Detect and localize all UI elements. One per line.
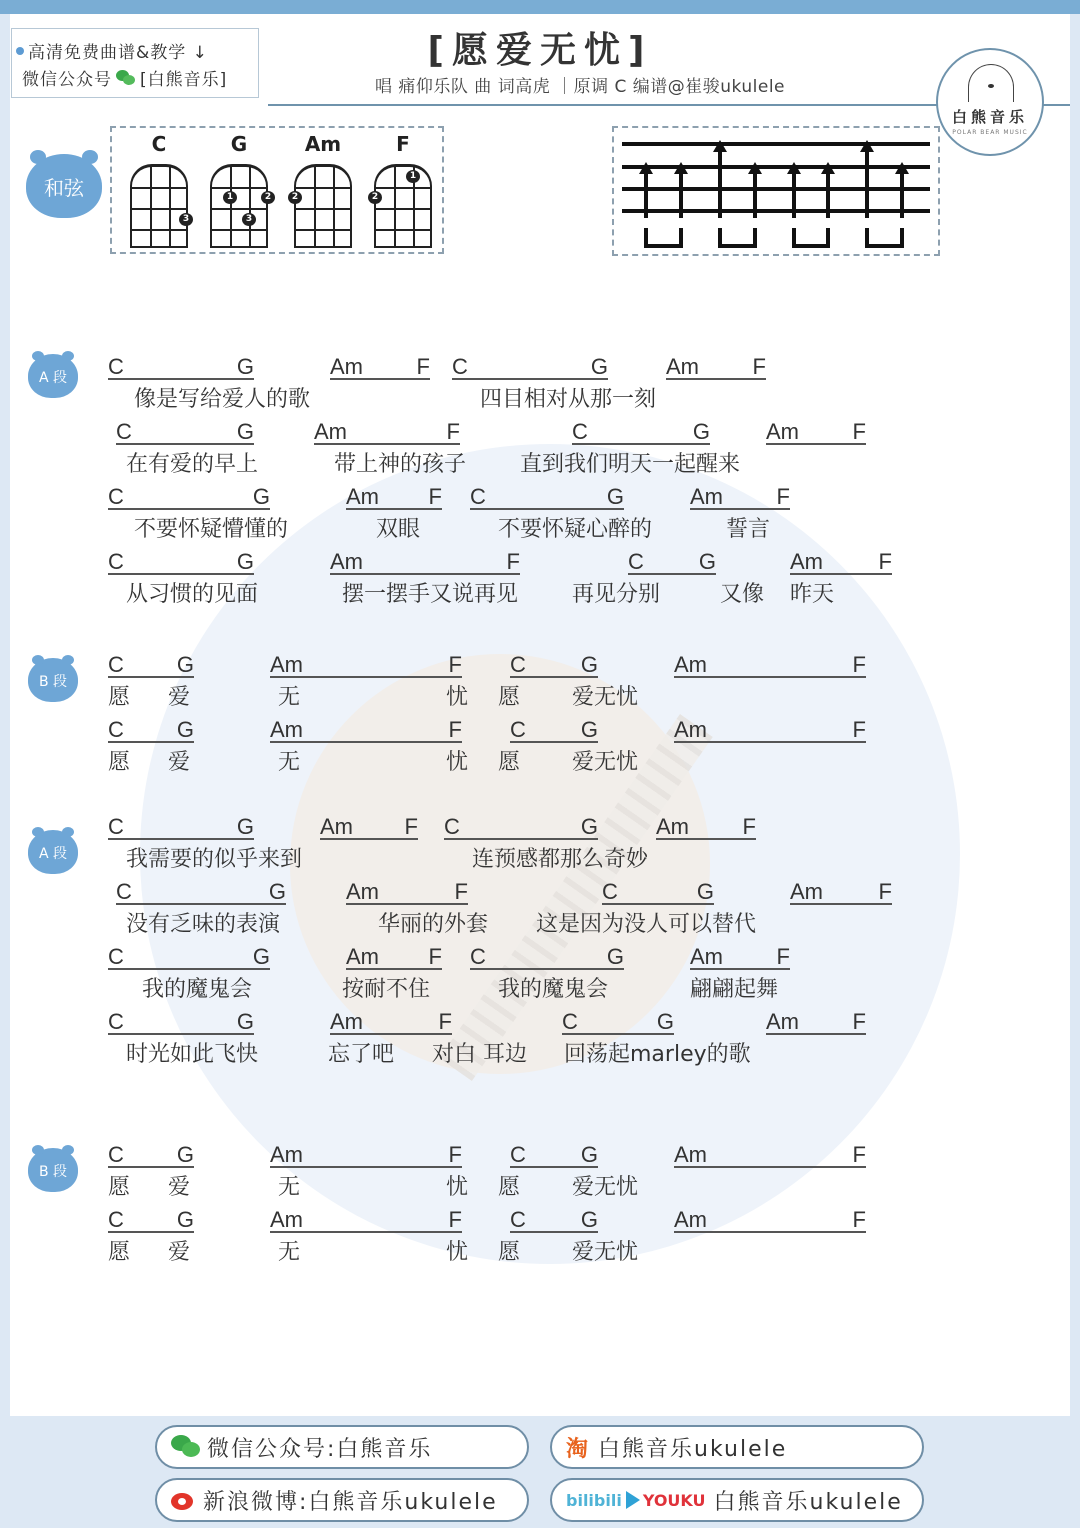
bilibili-icon: bilibili	[566, 1490, 622, 1510]
footer-video-label: 白熊音乐ukulele	[713, 1489, 903, 1515]
youku-play-icon	[626, 1491, 640, 1509]
strum-pattern-diagram	[614, 128, 938, 254]
chord-segment: C G	[562, 1009, 674, 1034]
chord-name: Am	[304, 132, 342, 156]
promo-line-2-prefix: 微信公众号	[22, 70, 112, 90]
chord-segment: C G	[108, 1009, 254, 1034]
chord-segment: C G	[108, 354, 254, 379]
chord-segment: Am F	[766, 419, 866, 444]
chord-segment: Am F	[656, 814, 756, 839]
chord-segment: Am F	[690, 484, 790, 509]
footer-taobao-label: 白熊音乐ukulele	[598, 1436, 788, 1462]
chord-name: C	[151, 132, 167, 156]
finger-dot: 1	[406, 170, 420, 183]
chord-segment: C G	[108, 1207, 194, 1232]
logo-english: POLAR BEAR MUSIC	[952, 129, 1028, 136]
footer-taobao-link[interactable]	[550, 1425, 924, 1469]
chord-segment: Am F	[766, 1009, 866, 1034]
chord-segment: C G	[108, 1142, 194, 1167]
footer-wechat-link[interactable]	[155, 1425, 529, 1469]
strum-pattern	[612, 126, 940, 256]
section-badge-a: A 段	[28, 830, 78, 874]
chord-segment: Am F	[320, 814, 418, 839]
chord-segment: C G	[510, 1207, 598, 1232]
promo-line-1: 高清免费曲谱&教学 ↓	[28, 43, 208, 63]
chord-segment: Am F	[690, 944, 790, 969]
song-sheet: 高清免费曲谱&教学 ↓ 微信公众号 [白熊音乐] [愿爱无忧] 唱 痛仰乐队 曲 词高虎 ｜原调 C 编谱@崔骏ukulele 白熊音乐 POLAR BEAR MUSIC 和弦 C 3 G 1 2 3 Am 2 F 1 2 A 段 C G Am F C G Am F 像是写给爱人的歌 四目相对从那一刻 C G Am F C G Am F 在有爱的早上 带上神的孩子 直到我们明天一起醒来 C G Am F C G Am F 不要怀疑懵懂的 双眼 不要怀疑心醉的 誓言 C G Am F C G Am F 从习惯的见面 摆一摆手又说再见 再见分别 又像 昨天 B 段 C G Am F C G Am F 愿 爱 无 忧 愿 爱无忧 C G Am F C G Am F 愿 爱 无 忧 愿 爱无忧 A 段 C G Am F C G Am F 我需要的似乎来到 连预感都那么奇妙 C G Am F C G Am F 没有乏味的表演 华丽的外套 这是因为没人可以替代 C G Am F C G Am F 我的魔鬼会 按耐不住 我的魔鬼会 翩翩起舞 C G Am F C G Am F 时光如此飞快 忘了吧 对白 耳边 回荡起marley的歌 B 段 C G Am F C G Am F 愿 爱 无 忧 愿 爱无忧 C G Am F C G Am F 愿 爱 无 忧 愿 爱无忧	[10, 14, 1070, 1416]
section-badge-a: A 段	[28, 354, 78, 398]
chord-segment: Am F	[346, 944, 442, 969]
chord-segment: Am F	[330, 354, 430, 379]
footer-video-link[interactable]	[550, 1478, 924, 1522]
chord-segment: C G	[572, 419, 710, 444]
chord-segment: C G	[108, 814, 254, 839]
chord-segment: C G	[108, 484, 270, 509]
chord-segment: C G	[108, 944, 270, 969]
chord-segment: Am F	[314, 419, 460, 444]
weibo-icon	[171, 1488, 199, 1512]
finger-dot: 2	[288, 191, 302, 204]
chords-badge: 和弦	[26, 154, 102, 218]
chord-segment: C G	[452, 354, 608, 379]
chord-segment: Am F	[674, 652, 866, 677]
song-title: [愿爱无忧]	[427, 30, 653, 71]
chord-segment: Am F	[270, 1207, 462, 1232]
fretboard	[371, 164, 432, 248]
chord-segment: C G	[510, 717, 598, 742]
chord-segment: C G	[116, 419, 254, 444]
chord-segment: Am F	[674, 1142, 866, 1167]
chord-segment: Am F	[790, 879, 892, 904]
chord-segment: Am F	[330, 1009, 452, 1034]
song-credits: 唱 痛仰乐队 曲 词高虎 ｜原调 C 编谱@崔骏ukulele	[374, 77, 786, 97]
footer-wechat-label: 微信公众号:白熊音乐	[207, 1436, 433, 1462]
chord-segment: C G	[470, 484, 624, 509]
chord-diagram-c	[126, 132, 192, 248]
finger-dot: 3	[179, 213, 193, 226]
fretboard	[210, 164, 272, 248]
taobao-icon: 淘	[566, 1436, 591, 1462]
chord-segment: Am F	[330, 549, 520, 574]
chord-segment: Am F	[346, 484, 442, 509]
chord-segment: C G	[470, 944, 624, 969]
fretboard	[130, 164, 188, 248]
chord-diagrams	[110, 126, 444, 254]
brand-logo	[936, 48, 1044, 156]
chord-segment: Am F	[270, 1142, 462, 1167]
footer-weibo-label: 新浪微博:白熊音乐ukulele	[203, 1489, 498, 1515]
chord-segment: Am F	[674, 1207, 866, 1232]
chord-diagram-am	[290, 132, 356, 248]
section-badge-b: B 段	[28, 1148, 78, 1192]
youku-icon: YOUKU	[642, 1490, 706, 1510]
chord-segment: C G	[444, 814, 598, 839]
chord-segment: Am F	[674, 717, 866, 742]
chord-segment: C G	[628, 549, 716, 574]
bear-nose	[988, 84, 994, 88]
section-badge-b: B 段	[28, 658, 78, 702]
chord-segment: C G	[116, 879, 286, 904]
finger-dot: 1	[223, 191, 237, 204]
finger-dot: 3	[242, 213, 256, 226]
finger-dot: 2	[368, 191, 382, 204]
promo-line-2-suffix: [白熊音乐]	[140, 70, 228, 90]
logo-name: 白熊音乐	[951, 108, 1028, 126]
footer-weibo-link[interactable]	[155, 1478, 529, 1522]
chord-segment: C G	[602, 879, 714, 904]
finger-dot: 2	[261, 191, 275, 204]
wechat-icon	[171, 1435, 201, 1459]
chord-diagram-g	[206, 132, 272, 248]
fretboard	[291, 164, 352, 248]
chord-segment: Am F	[790, 549, 892, 574]
chord-diagram-f	[370, 132, 436, 248]
top-bar	[0, 0, 1080, 14]
chord-segment: C G	[108, 717, 194, 742]
chord-segment: C G	[510, 1142, 598, 1167]
chord-name: F	[396, 132, 410, 156]
chord-segment: Am F	[666, 354, 766, 379]
chord-segment: Am F	[346, 879, 468, 904]
chord-name: G	[230, 132, 248, 156]
chord-segment: Am F	[270, 652, 462, 677]
chord-segment: C G	[108, 652, 194, 677]
polar-bear-icon	[968, 64, 1014, 102]
chord-segment: Am F	[270, 717, 462, 742]
chord-segment: C G	[108, 549, 254, 574]
chord-segment: C G	[510, 652, 598, 677]
